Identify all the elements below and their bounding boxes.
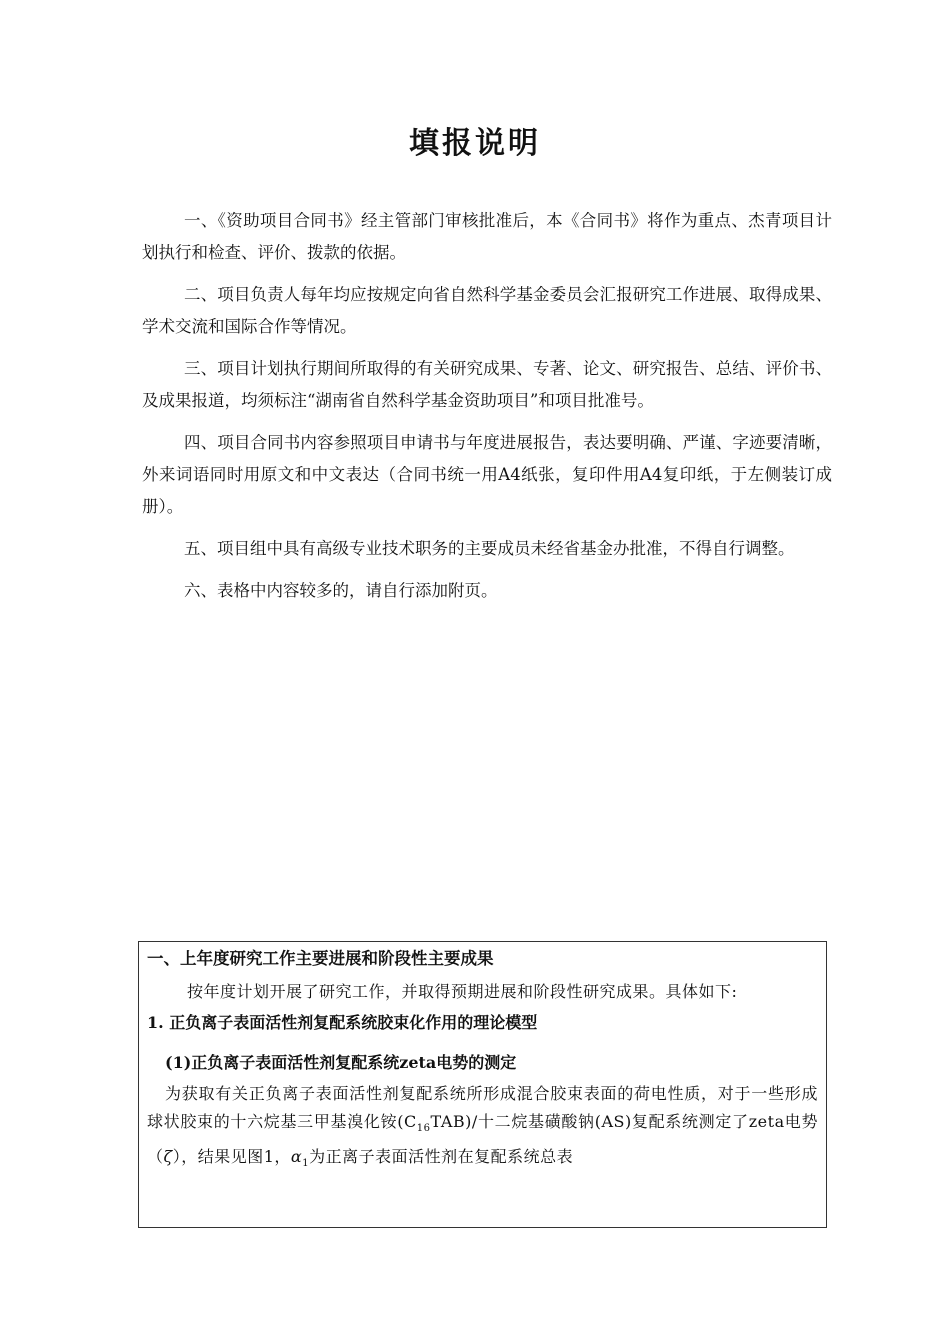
section-intro: 按年度计划开展了研究工作，并取得预期进展和阶段性研究成果。具体如下: — [187, 982, 738, 1001]
body-text-4: 为正离子表面活性剂在复配系统总表 — [309, 1147, 574, 1167]
instruction-list — [142, 205, 832, 617]
alpha-symbol: α — [290, 1147, 303, 1167]
section-body-paragraph — [147, 1080, 818, 1178]
body-text-1: 为获取有关正负离子表面活性剂复配系统所形成混合胶束表面的荷电性质，对于一些形成球状胶束的十六烷基三甲基溴化铵(C — [147, 1084, 818, 1131]
instruction-item-5: 五、项目组中具有高级专业技术职务的主要成员未经省基金办批准，不得自行调整。 — [184, 539, 795, 558]
subsection-heading-1: 1. 正负离子表面活性剂复配系统胶束化作用的理论模型 — [147, 1013, 538, 1032]
instruction-item-3: 三、项目计划执行期间所取得的有关研究成果、专著、论文、研究报告、总结、评价书、及成果报道，均须标注“湖南省自然科学基金资助项目”和项目批准号。 — [142, 359, 832, 410]
progress-section-box — [138, 941, 827, 1228]
instruction-item-2: 二、项目负责人每年均应按规定向省自然科学基金委员会汇报研究工作进展、取得成果、学术交流和国际合作等情况。 — [142, 285, 832, 336]
body-text-2: TAB)/十二烷基磺酸钠(AS)复配系统测定了zeta电势（ — [147, 1112, 818, 1167]
subscript-1: 1 — [302, 1158, 310, 1170]
instruction-item-4: 四、项目合同书内容参照项目申请书与年度进展报告，表达要明确、严谨、字迹要清晰，外来词语同时用原文和中文表达（合同书统一用A4纸张，复印件用A4复印纸，于左侧装订成册）。 — [142, 433, 832, 516]
instruction-item-1: 一、《资助项目合同书》经主管部门审核批准后，本《合同书》将作为重点、杰青项目计划执行和检查、评价、拨款的依据。 — [142, 211, 832, 262]
instruction-item-6: 六、表格中内容较多的，请自行添加附页。 — [184, 581, 498, 600]
body-text-3: ），结果见图1， — [172, 1147, 291, 1167]
page-title: 填报说明 — [409, 126, 541, 161]
section-heading: 一、上年度研究工作主要进展和阶段性主要成果 — [147, 949, 494, 968]
zeta-symbol: ζ — [163, 1147, 173, 1167]
subsection-heading-1-1: (1)正负离子表面活性剂复配系统zeta电势的测定 — [165, 1053, 517, 1072]
subscript-16: 16 — [416, 1123, 431, 1135]
